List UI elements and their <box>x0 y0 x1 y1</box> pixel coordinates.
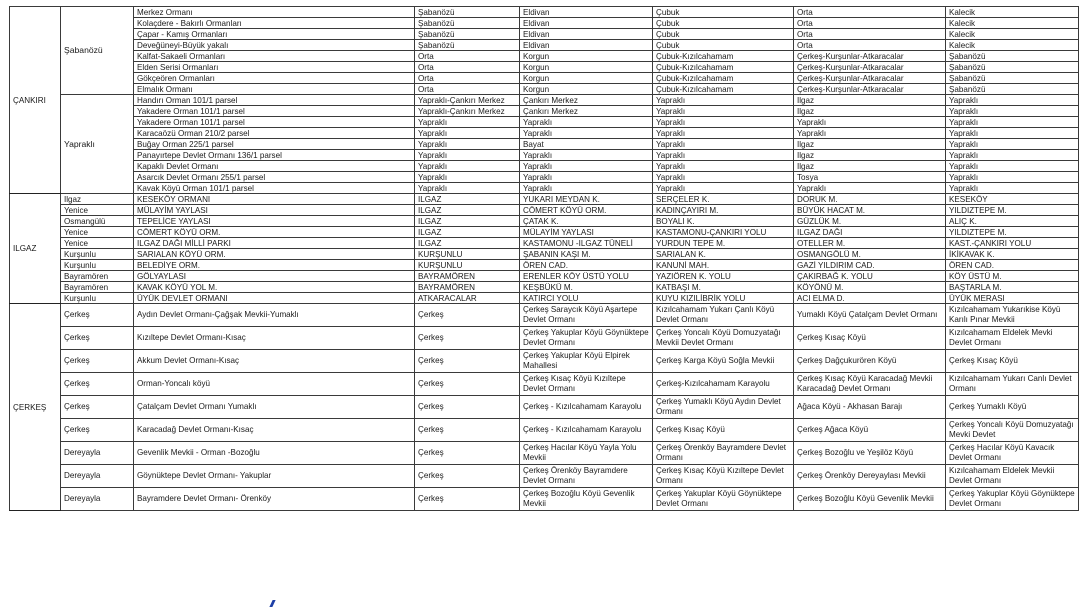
table-cell: Kızılcahamam Yukarıkise Köyü Karılı Pınar Mevkii <box>946 304 1079 327</box>
table-cell: Yapraklı <box>653 128 794 139</box>
table-cell: Yapraklı <box>946 128 1079 139</box>
table-cell: Kızılcahamam Eldelek Mevkii Devlet Ormanı <box>946 465 1079 488</box>
table-cell: Tosya <box>794 172 946 183</box>
table-cell: ÜYÜK DEVLET ORMANI <box>134 293 415 304</box>
table-cell: Elmalık Ormanı <box>134 84 415 95</box>
table-cell: Orta <box>415 62 520 73</box>
table-cell: Orta <box>794 18 946 29</box>
table-cell: Kızıltepe Devlet Ormanı-Kısaç <box>134 327 415 350</box>
table-row <box>10 396 1079 419</box>
table-cell: Yakadere Orman 101/1 parsel <box>134 106 415 117</box>
table-row <box>10 40 1079 51</box>
table-row <box>10 106 1079 117</box>
table-row <box>10 18 1079 29</box>
table-cell: Yapraklı <box>415 150 520 161</box>
table-cell: Orta <box>415 73 520 84</box>
table-cell: Çerkeş-Kızılcahamam Karayolu <box>653 373 794 396</box>
table-cell: Çerkeş Yakuplar Köyü Göynüktepe Devlet Ormanı <box>520 327 653 350</box>
table-cell: GÖLYAYLASI <box>134 271 415 282</box>
table-cell: Çerkeş <box>61 396 134 419</box>
table-row <box>10 249 1079 260</box>
table-cell: CÖMERT KÖYÜ ORM. <box>134 227 415 238</box>
table-cell: KURŞUNLU <box>415 260 520 271</box>
table-cell: Yapraklı <box>415 172 520 183</box>
table-cell: Çerkeş <box>415 350 520 373</box>
table-cell: Orta <box>415 51 520 62</box>
table-cell: Panayırtepe Devlet Ormanı 136/1 parsel <box>134 150 415 161</box>
table-cell: Buğay Orman 225/1 parsel <box>134 139 415 150</box>
table-cell: YILDIZTEPE M. <box>946 205 1079 216</box>
table-cell: Çerkeş <box>415 396 520 419</box>
table-cell: Bayat <box>520 139 653 150</box>
pen-mark <box>269 600 275 607</box>
table-cell: KUYU KIZILİBRİK YOLU <box>653 293 794 304</box>
table-cell: BAYRAMÖREN <box>415 282 520 293</box>
table-cell: Çubuk-Kızılcahamam <box>653 62 794 73</box>
table-cell: Yapraklı <box>794 117 946 128</box>
table-cell: KATIRCI YOLU <box>520 293 653 304</box>
table-cell: BAYRAMÖREN <box>415 271 520 282</box>
table-cell: Çapar - Kamış Ormanları <box>134 29 415 40</box>
table-cell: Aydın Devlet Ormanı-Çağşak Mevkii-Yumaklı <box>134 304 415 327</box>
table-cell: ILGAZ DAĞI MİLLİ PARKI <box>134 238 415 249</box>
table-cell: Kavak Köyü Orman 101/1 parsel <box>134 183 415 194</box>
table-cell: ÖREN CAD. <box>520 260 653 271</box>
table-cell: Gökçeören Ormanları <box>134 73 415 84</box>
table-cell: Yapraklı <box>653 95 794 106</box>
table-cell: Yapraklı <box>520 172 653 183</box>
table-cell: Merkez Ormanı <box>134 7 415 18</box>
group-label: Şabanözü <box>61 7 134 95</box>
table-cell: Yenice <box>61 205 134 216</box>
table-cell: Çerkeş Kısaç Köyü <box>794 327 946 350</box>
table-cell: Orta <box>794 29 946 40</box>
table-cell: Yapraklı <box>653 117 794 128</box>
table-cell: ILGAZ <box>415 238 520 249</box>
table-cell: Çubuk <box>653 7 794 18</box>
table-cell: YILDIZTEPE M. <box>946 227 1079 238</box>
table-cell: Karacadağ Devlet Ormanı-Kısaç <box>134 419 415 442</box>
table-cell: SARIALAN K. <box>653 249 794 260</box>
table-cell: Gevenlik Mevkii - Orman -Bozoğlu <box>134 442 415 465</box>
table-cell: ATKARACALAR <box>415 293 520 304</box>
table-cell: KESEKÖY ORMANI <box>134 194 415 205</box>
table-cell: İKİKAVAK K. <box>946 249 1079 260</box>
table-cell: Şabanözü <box>415 18 520 29</box>
table-cell: Handırı Orman 101/1 parsel <box>134 95 415 106</box>
table-row <box>10 238 1079 249</box>
table-cell: Çerkeş Yoncalı Köyü Domuzyatağı Mevkii Devlet Ormanı <box>653 327 794 350</box>
table-cell: Çubuk-Kızılcahamam <box>653 84 794 95</box>
table-cell: Eldivan <box>520 18 653 29</box>
table-row <box>10 260 1079 271</box>
table-cell: Şabanözü <box>415 40 520 51</box>
table-cell: Yapraklı <box>520 150 653 161</box>
table-cell: Ilgaz <box>794 95 946 106</box>
table-cell: KÖY ÜSTÜ M. <box>946 271 1079 282</box>
table-cell: Çerkeş Kısaç Köyü <box>946 350 1079 373</box>
table-cell: KATBAŞI M. <box>653 282 794 293</box>
table-cell: Çerkeş Yakuplar Köyü Göynüktepe Devlet Ormanı <box>946 488 1079 511</box>
table-cell: Yapraklı-Çankırı Merkez <box>415 95 520 106</box>
table-cell: Çerkeş <box>61 304 134 327</box>
table-row <box>10 271 1079 282</box>
table-row <box>10 205 1079 216</box>
table-cell: Çerkeş Yakuplar Köyü Elpirek Mahallesi <box>520 350 653 373</box>
table-cell: Akkum Devlet Ormanı-Kısaç <box>134 350 415 373</box>
table-cell: KESEKÖY <box>946 194 1079 205</box>
table-cell: MÜLAYİM YAYLASI <box>134 205 415 216</box>
table-cell: Orta <box>794 7 946 18</box>
table-cell: Şabanözü <box>946 51 1079 62</box>
table-cell: Çerkeş - Kızılcahamam Karayolu <box>520 419 653 442</box>
table-cell: Kurşunlu <box>61 249 134 260</box>
table-row <box>10 139 1079 150</box>
table-cell: Eldivan <box>520 7 653 18</box>
table-cell: Yapraklı <box>415 117 520 128</box>
table-cell: Çerkeş-Kurşunlar-Atkaracalar <box>794 84 946 95</box>
table-cell: Çerkeş Ağaca Köyü <box>794 419 946 442</box>
table-cell: Bayramdere Devlet Ormanı- Örenköy <box>134 488 415 511</box>
table-cell: Korgun <box>520 84 653 95</box>
table-cell: Kızılcahamam Yukarı Çanlı Köyü Devlet Ormanı <box>653 304 794 327</box>
table-cell: Çerkeş Yakuplar Köyü Göynüktepe Devlet Ormanı <box>653 488 794 511</box>
table-cell: Çerkeş Kısaç Köyü <box>653 419 794 442</box>
table-cell: Çerkeş Örenköy Bayramdere Devlet Ormanı <box>653 442 794 465</box>
table-cell: Çatalçam Devlet Ormanı Yumaklı <box>134 396 415 419</box>
table-cell: Çerkeş <box>61 373 134 396</box>
table-cell: Çerkeş Bozoğlu ve Yeşilöz Köyü <box>794 442 946 465</box>
table-cell: Çerkeş Örenköy Bayramdere Devlet Ormanı <box>520 465 653 488</box>
table-cell: Kızılcahamam Yukarı Canlı Devlet Ormanı <box>946 373 1079 396</box>
table-cell: Çerkeş Saraycık Köyü Aşartepe Devlet Ormanı <box>520 304 653 327</box>
table-row <box>10 161 1079 172</box>
table-cell: Ilgaz <box>794 139 946 150</box>
table-cell: ÇAKIRBAĞ K. YOLU <box>794 271 946 282</box>
table-cell: Çankırı Merkez <box>520 106 653 117</box>
table-cell: Yakadere Orman 101/1 parsel <box>134 117 415 128</box>
table-cell: YURDUN TEPE M. <box>653 238 794 249</box>
table-row <box>10 327 1079 350</box>
table-cell: Dereyayla <box>61 465 134 488</box>
table-cell: Çubuk-Kızılcahamam <box>653 51 794 62</box>
table-cell: ERENLER KÖY ÜSTÜ YOLU <box>520 271 653 282</box>
table-cell: ÖREN CAD. <box>946 260 1079 271</box>
table-row <box>10 442 1079 465</box>
table-cell: Ilgaz <box>794 161 946 172</box>
table-cell: Yapraklı <box>653 183 794 194</box>
table-cell: Yapraklı <box>415 139 520 150</box>
table-cell: Çerkeş Hacılar Köyü Yayla Yolu Mevkii <box>520 442 653 465</box>
table-cell: ILGAZ <box>415 227 520 238</box>
table-cell: Yapraklı <box>946 183 1079 194</box>
table-cell: TEPELİCE YAYLASI <box>134 216 415 227</box>
table-cell: BOYALI K. <box>653 216 794 227</box>
table-cell: Ağaca Köyü - Akhasan Barajı <box>794 396 946 419</box>
table-cell: Çerkeş <box>415 373 520 396</box>
table-cell: Yapraklı <box>794 128 946 139</box>
table-cell: Yapraklı <box>653 161 794 172</box>
table-cell: Çankırı Merkez <box>520 95 653 106</box>
table-cell: CÖMERT KÖYÜ ORM. <box>520 205 653 216</box>
table-row <box>10 29 1079 40</box>
table-row <box>10 488 1079 511</box>
table-cell: Çerkeş-Kurşunlar-Atkaracalar <box>794 73 946 84</box>
table-row <box>10 128 1079 139</box>
table-cell: OTELLER M. <box>794 238 946 249</box>
table-cell: Çerkeş Kısaç Köyü Kızıltepe Devlet Ormanı <box>653 465 794 488</box>
table-cell: Çerkeş Kısaç Köyü Karacadağ Mevkii Karacadağ Devlet Ormanı <box>794 373 946 396</box>
table-row <box>10 117 1079 128</box>
table-row <box>10 172 1079 183</box>
table-cell: ACI ELMA D. <box>794 293 946 304</box>
table-cell: Orta <box>415 84 520 95</box>
table-row <box>10 419 1079 442</box>
table-cell: Yapraklı <box>520 161 653 172</box>
table-cell: BAŞTARLA M. <box>946 282 1079 293</box>
table-cell: BELEDİYE ORM. <box>134 260 415 271</box>
table-cell: DORUK M. <box>794 194 946 205</box>
table-cell: Şabanözü <box>946 84 1079 95</box>
table-cell: ILGAZ <box>415 216 520 227</box>
table-cell: Yumaklı Köyü Çatalçam Devlet Ormanı <box>794 304 946 327</box>
table-cell: Yapraklı <box>415 128 520 139</box>
table-cell: Çerkeş <box>61 350 134 373</box>
table-cell: Çerkeş Dağçukurören Köyü <box>794 350 946 373</box>
table-cell: Yapraklı <box>946 139 1079 150</box>
table-cell: ÜYÜK MERASI <box>946 293 1079 304</box>
table-row <box>10 62 1079 73</box>
table-cell: KAVAK KÖYÜ YOL M. <box>134 282 415 293</box>
table-cell: MÜLAYİM YAYLASI <box>520 227 653 238</box>
table-cell: Çerkeş <box>415 327 520 350</box>
table-cell: Yapraklı <box>415 161 520 172</box>
table-cell: Çerkeş <box>415 465 520 488</box>
table-cell: Yenice <box>61 227 134 238</box>
table-cell: Yapraklı <box>794 183 946 194</box>
table-cell: Çerkeş <box>415 304 520 327</box>
table-cell: Kızılcahamam Eldelek Mevki Devlet Ormanı <box>946 327 1079 350</box>
table-cell: Çubuk <box>653 29 794 40</box>
table-cell: Orta <box>794 40 946 51</box>
table-cell: Yapraklı <box>946 106 1079 117</box>
table-cell: Çerkeş <box>415 419 520 442</box>
table-cell: Şabanözü <box>415 29 520 40</box>
table-cell: SARIALAN KÖYÜ ORM. <box>134 249 415 260</box>
table-cell: Göynüktepe Devlet Ormanı- Yakuplar <box>134 465 415 488</box>
table-cell: Korgun <box>520 51 653 62</box>
table-cell: Yapraklı <box>415 183 520 194</box>
table-cell: Çerkeş <box>61 327 134 350</box>
table-cell: Dereyayla <box>61 488 134 511</box>
table-cell: Kalecik <box>946 40 1079 51</box>
table-cell: YUKARI MEYDAN K. <box>520 194 653 205</box>
table-cell: OSMANGÖLÜ M. <box>794 249 946 260</box>
table-cell: Çerkeş Karga Köyü Soğla Mevkii <box>653 350 794 373</box>
table-cell: Kolaçdere - Bakırlı Ormanları <box>134 18 415 29</box>
table-cell: Yapraklı <box>946 117 1079 128</box>
table-cell: Şabanözü <box>946 62 1079 73</box>
table-cell: Yapraklı <box>520 117 653 128</box>
table-cell: Bayramören <box>61 271 134 282</box>
table-cell: Kurşunlu <box>61 260 134 271</box>
table-cell: Eldivan <box>520 29 653 40</box>
table-cell: Şabanözü <box>946 73 1079 84</box>
table-row <box>10 183 1079 194</box>
table-cell: KAST.-ÇANKIRI YOLU <box>946 238 1079 249</box>
table-cell: Çerkeş Bozoğlu Köyü Gevenlik Mevkii <box>794 488 946 511</box>
table-cell: Deveğüneyi-Büyük yakalı <box>134 40 415 51</box>
table-cell: Korgun <box>520 73 653 84</box>
table-row <box>10 95 1079 106</box>
table-cell: SERÇELER K. <box>653 194 794 205</box>
table-cell: Yapraklı <box>653 106 794 117</box>
table-cell: Çerkeş Yoncalı Köyü Domuzyatağı Mevki Devlet <box>946 419 1079 442</box>
table-cell: Korgun <box>520 62 653 73</box>
table-cell: Çubuk-Kızılcahamam <box>653 73 794 84</box>
table-cell: Ilgaz <box>794 150 946 161</box>
table-cell: KADINÇAYIRI M. <box>653 205 794 216</box>
table-cell: ÇATAK K. <box>520 216 653 227</box>
section-label: ÇERKEŞ <box>10 304 61 511</box>
table-cell: Çerkeş Örenköy Dereyaylası Mevkii <box>794 465 946 488</box>
section-label: ÇANKIRI <box>10 7 61 194</box>
table-cell: Orman-Yoncalı köyü <box>134 373 415 396</box>
table-cell: KANUNİ MAH. <box>653 260 794 271</box>
table-cell: ŞABANIN KAŞI M. <box>520 249 653 260</box>
group-label: Yapraklı <box>61 95 134 194</box>
table-cell: Çerkeş Bozoğlu Köyü Gevenlik Mevkii <box>520 488 653 511</box>
table-row <box>10 350 1079 373</box>
forest-location-table <box>9 6 1079 511</box>
table-row <box>10 51 1079 62</box>
table-cell: Yapraklı-Çankırı Merkez <box>415 106 520 117</box>
table-cell: KEŞBÜKÜ M. <box>520 282 653 293</box>
table-cell: Çerkeş <box>415 488 520 511</box>
table-cell: ILGAZ <box>415 205 520 216</box>
table-row <box>10 7 1079 18</box>
table-row <box>10 465 1079 488</box>
table-cell: Kurşunlu <box>61 293 134 304</box>
table-cell: Kalecik <box>946 29 1079 40</box>
table-row <box>10 150 1079 161</box>
table-row <box>10 73 1079 84</box>
table-cell: Yapraklı <box>946 161 1079 172</box>
table-cell: Kalecik <box>946 7 1079 18</box>
table-cell: GÜZLÜK M. <box>794 216 946 227</box>
table-row <box>10 216 1079 227</box>
table-cell: Eldivan <box>520 40 653 51</box>
table-cell: Çerkeş Yumaklı Köyü <box>946 396 1079 419</box>
table-cell: GAZİ YILDIRIM CAD. <box>794 260 946 271</box>
table-cell: KASTAMONU-ÇANKIRI YOLU <box>653 227 794 238</box>
table-cell: Asarcık Devlet Ormanı 255/1 parsel <box>134 172 415 183</box>
document-page <box>9 6 1078 511</box>
table-cell: KÖYÖNÜ M. <box>794 282 946 293</box>
table-cell: KURŞUNLU <box>415 249 520 260</box>
table-row <box>10 373 1079 396</box>
table-cell: Yapraklı <box>653 172 794 183</box>
table-cell: Ilgaz <box>794 106 946 117</box>
table-row <box>10 304 1079 327</box>
table-cell: Yapraklı <box>653 150 794 161</box>
table-cell: Yapraklı <box>946 172 1079 183</box>
table-cell: ILGAZ <box>415 194 520 205</box>
table-cell: Şabanözü <box>415 7 520 18</box>
table-row <box>10 84 1079 95</box>
table-cell: Çerkeş <box>61 419 134 442</box>
table-cell: Dereyayla <box>61 442 134 465</box>
table-cell: Yapraklı <box>653 139 794 150</box>
table-cell: Çerkeş Hacılar Köyü Kavacık Devlet Ormanı <box>946 442 1079 465</box>
table-cell: Çerkeş-Kurşunlar-Atkaracalar <box>794 51 946 62</box>
table-cell: Kapaklı Devlet Ormanı <box>134 161 415 172</box>
table-cell: Çubuk <box>653 18 794 29</box>
table-row <box>10 282 1079 293</box>
table-cell: Kalfat-Sakaeli Ormanları <box>134 51 415 62</box>
table-cell: Ilgaz <box>61 194 134 205</box>
table-cell: ILGAZ DAĞI <box>794 227 946 238</box>
table-cell: Karacaözü Orman 210/2 parsel <box>134 128 415 139</box>
table-cell: BÜYÜK HACAT M. <box>794 205 946 216</box>
table-cell: Yapraklı <box>946 150 1079 161</box>
table-cell: Çerkeş Kısaç Köyü Kızıltepe Devlet Ormanı <box>520 373 653 396</box>
table-row <box>10 293 1079 304</box>
section-label: ILGAZ <box>10 194 61 304</box>
table-row <box>10 227 1079 238</box>
table-cell: Bayramören <box>61 282 134 293</box>
table-cell: Çerkeş-Kurşunlar-Atkaracalar <box>794 62 946 73</box>
table-cell: Çerkeş - Kızılcahamam Karayolu <box>520 396 653 419</box>
table-cell: ALIÇ K. <box>946 216 1079 227</box>
table-cell: Osmangülü <box>61 216 134 227</box>
table-cell: Yapraklı <box>946 95 1079 106</box>
table-cell: Kalecik <box>946 18 1079 29</box>
table-cell: Elden Serisi Ormanları <box>134 62 415 73</box>
table-cell: Yapraklı <box>520 183 653 194</box>
table-cell: KASTAMONU -ILGAZ TÜNELİ <box>520 238 653 249</box>
table-cell: Çerkeş <box>415 442 520 465</box>
table-cell: Çubuk <box>653 40 794 51</box>
table-cell: Çerkeş Yumaklı Köyü Aydın Devlet Ormanı <box>653 396 794 419</box>
table-cell: YAZIÖREN K. YOLU <box>653 271 794 282</box>
table-cell: Yenice <box>61 238 134 249</box>
table-cell: Yapraklı <box>520 128 653 139</box>
table-row <box>10 194 1079 205</box>
